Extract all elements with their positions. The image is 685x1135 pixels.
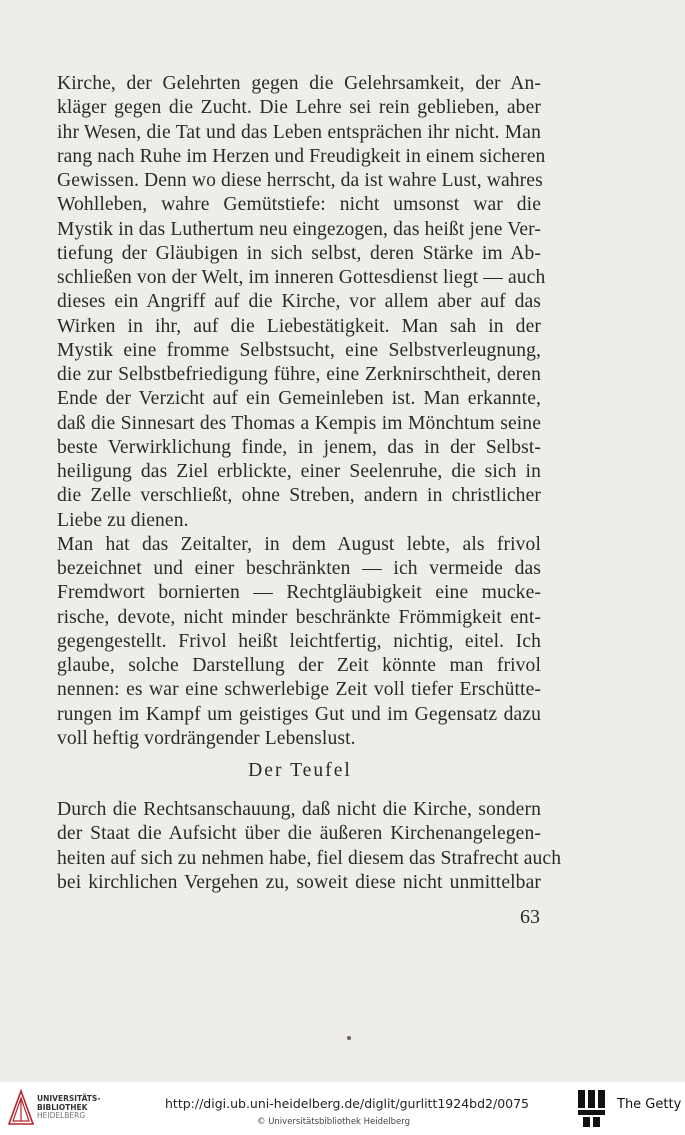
section-heading: Der Teufel: [248, 760, 352, 781]
library-line: HEIDELBERG: [37, 1111, 86, 1120]
text-line: bezeichnet und einer beschränkten — ich vermeide das: [57, 558, 541, 579]
text-line: Durch die Rechtsanschauung, daß nicht die Kirche, sondern: [57, 799, 541, 820]
text-line: schließen von der Welt, im inneren Gottesdienst liegt — auch: [57, 267, 546, 288]
partner-name: The Getty: [617, 1097, 682, 1112]
source-url-link[interactable]: http://digi.ub.uni-heidelberg.de/diglit/gurlitt1924bd2/0075: [165, 1096, 530, 1111]
text-line: die Zelle verschließt, ohne Streben, andern in christlicher: [57, 485, 541, 507]
text-line: die zur Selbstbefriedigung führe, eine Zerknirschtheit, deren: [57, 364, 541, 385]
university-library-logo-icon: [6, 1088, 36, 1128]
text-line: gegengestellt. Frivol heißt leichtfertig, nichtig, eitel. Ich: [57, 630, 541, 652]
text-line: Gewissen. Denn wo diese herrscht, da ist wahre Lust, wahres: [57, 170, 543, 191]
text-line: beste Verwirklichung finde, in jenem, das in der Selbst-: [57, 436, 541, 458]
copyright-text: © Universitätsbibliothek Heidelberg: [257, 1117, 411, 1127]
library-line: BIBLIOTHEK: [37, 1102, 88, 1112]
text-line: heiligung das Ziel erblickte, einer Seelenruhe, die sich in: [57, 461, 541, 482]
footer-bar: [0, 1082, 685, 1135]
page-number: 63: [520, 906, 540, 928]
text-line: voll heftig vordrängender Lebenslust.: [57, 727, 356, 749]
text-line: glaube, solche Darstellung der Zeit könnte man frivol: [57, 655, 541, 676]
library-line: UNIVERSITÄTS-: [37, 1094, 101, 1103]
getty-logo-icon: [574, 1088, 608, 1128]
text-line: Wohlleben, wahre Gemütstiefe: nicht umsonst war die: [57, 194, 541, 216]
scan-speck: [347, 1036, 351, 1040]
text-line: Fremdwort bornierten — Rechtgläubigkeit eine mucke-: [57, 582, 541, 604]
text-line: kläger gegen die Zucht. Die Lehre sei rein geblieben, aber: [57, 97, 541, 119]
text-line: der Staat die Aufsicht über die äußeren Kirchenangelegen-: [57, 823, 541, 845]
text-line: rische, devote, nicht minder beschränkte Frömmigkeit ent-: [57, 606, 541, 628]
text-line: ihr Wesen, die Tat und das Leben entsprächen ihr nicht. Man: [57, 121, 541, 143]
text-line: daß die Sinnesart des Thomas a Kempis im Mönchtum seine: [57, 412, 541, 434]
library-name: [37, 1095, 100, 1121]
text-line: dieses ein Angriff auf die Kirche, vor allem aber auf das: [57, 291, 541, 313]
text-line: Man hat das Zeitalter, in dem August lebte, als frivol: [57, 533, 541, 555]
text-line: Ende der Verzicht auf ein Gemeinleben ist. Man erkannte,: [57, 388, 541, 410]
text-line: nennen: es war eine schwerlebige Zeit voll tiefer Erschütte-: [57, 679, 541, 701]
text-line: Mystik eine fromme Selbstsucht, eine Selbstverleugnung,: [57, 339, 541, 361]
text-line: Mystik in das Luthertum neu eingezogen, das heißt jene Ver-: [57, 218, 541, 240]
text-line: bei kirchlichen Vergehen zu, soweit diese nicht unmittelbar: [57, 871, 541, 893]
text-line: Liebe zu dienen.: [57, 509, 189, 531]
text-line: heiten auf sich zu nehmen habe, fiel diesem das Strafrecht auch: [57, 847, 562, 869]
text-line: Wirken in ihr, auf die Liebestätigkeit. Man sah in der: [57, 315, 541, 337]
text-line: tiefung der Gläubigen in sich selbst, deren Stärke im Ab-: [57, 242, 541, 264]
text-line: rungen im Kampf um geistiges Gut und im Gegensatz dazu: [57, 703, 541, 725]
text-line: Kirche, der Gelehrten gegen die Gelehrsamkeit, der An-: [57, 73, 541, 94]
text-line: rang nach Ruhe im Herzen und Freudigkeit in einem sicheren: [57, 145, 546, 167]
